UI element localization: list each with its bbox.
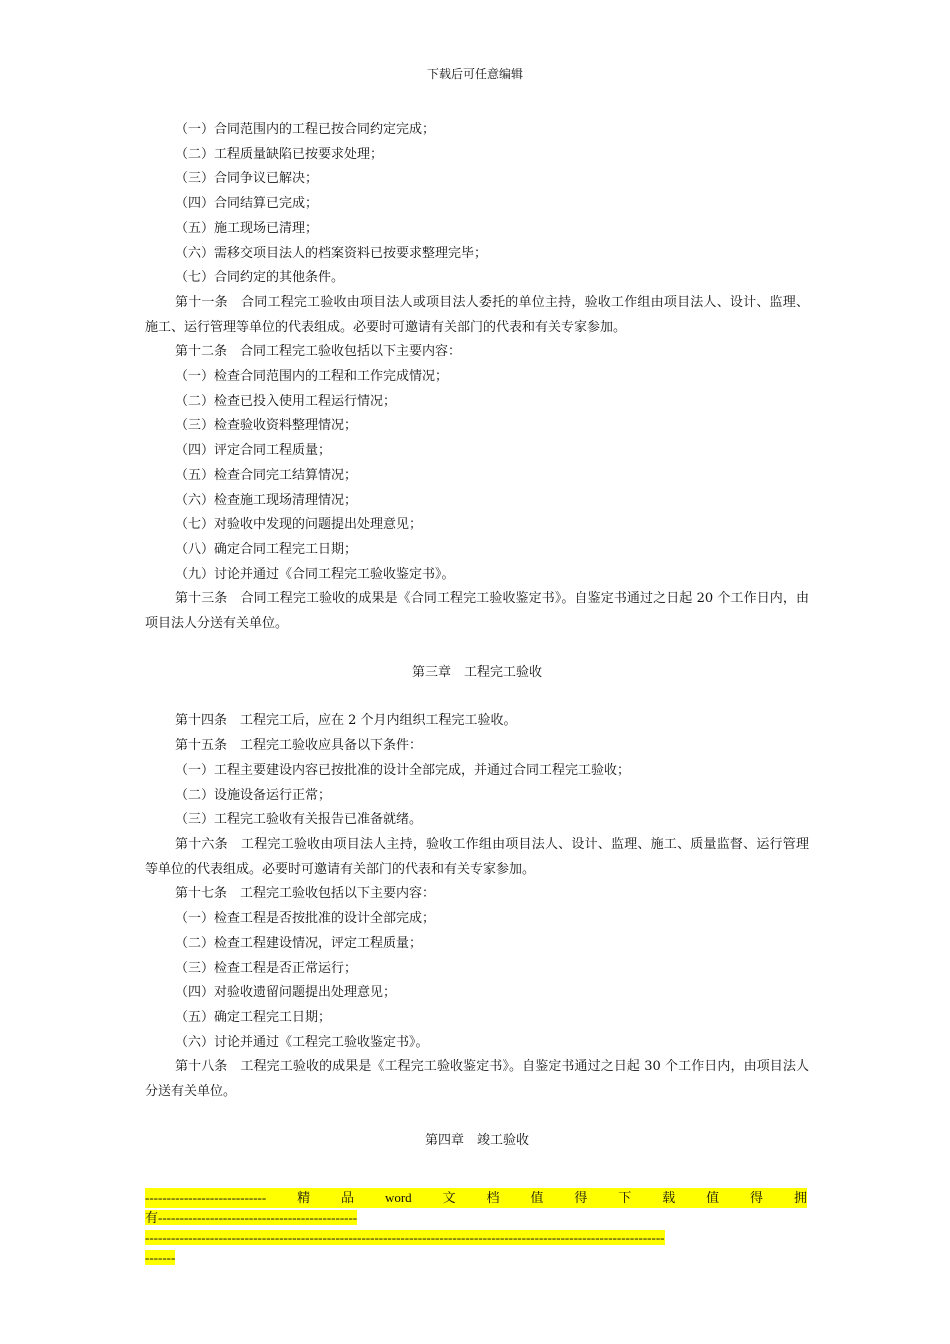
- footer-text: -------: [145, 1250, 176, 1265]
- article-17: 第十七条 工程完工验收包括以下主要内容：: [175, 886, 436, 902]
- footer-word: 得: [574, 1190, 588, 1205]
- document-body: [145, 118, 809, 1177]
- footer-word: word: [384, 1190, 412, 1205]
- footer-word: 下: [618, 1190, 632, 1205]
- list-item: （四）评定合同工程质量；: [175, 443, 332, 459]
- list-item: （六）检查施工现场清理情况；: [175, 492, 358, 508]
- list-item: （三）工程完工验收有关报告已准备就绪。: [175, 812, 423, 828]
- list-item: （一）工程主要建设内容已按批准的设计全部完成，并通过合同工程完工验收；: [175, 762, 631, 778]
- article-13: 第十三条 合同工程完工验收的成果是《合同工程完工验收鉴定书》。自鉴定书通过之日起 20 个工作日内，由项目法人分送有关单位。: [145, 591, 809, 632]
- list-item: （七）合同约定的其他条件。: [175, 270, 345, 286]
- list-item: （二）工程质量缺陷已按要求处理；: [175, 146, 384, 162]
- footer-text: ------------------------------------------------------------------------------------------------------------------------: [145, 1230, 665, 1245]
- footer-word: 载: [662, 1190, 676, 1205]
- footer-word: 品: [341, 1190, 355, 1205]
- article-11: 第十一条 合同工程完工验收由项目法人或项目法人委托的单位主持，验收工作组由项目法人、设计、监理、施工、运行管理等单位的代表组成。必要时可邀请有关部门的代表和有关专家参加。: [145, 294, 809, 335]
- list-item: （五）确定工程完工日期；: [175, 1009, 332, 1025]
- footer-line-3: [145, 1228, 807, 1248]
- list-item: （一）合同范围内的工程已按合同约定完成；: [175, 122, 436, 137]
- list-item: （四）对验收遗留问题提出处理意见；: [175, 985, 397, 1001]
- article-12: 第十二条 合同工程完工验收包括以下主要内容：: [175, 344, 462, 360]
- list-item: （七）对验收中发现的问题提出处理意见；: [175, 517, 423, 533]
- footer-line-1: [145, 1188, 807, 1208]
- footer-text: 有----------------------------------------------: [145, 1210, 358, 1225]
- footer-word: 值: [530, 1190, 544, 1205]
- page-header: 下载后可任意编辑: [426, 67, 523, 81]
- footer-word: 值: [706, 1190, 720, 1205]
- list-item: （二）检查已投入使用工程运行情况；: [175, 393, 397, 409]
- article-14: 第十四条 工程完工后，应在 2 个月内组织工程完工验收。: [175, 713, 517, 729]
- list-item: （六）需移交项目法人的档案资料已按要求整理完毕；: [175, 245, 488, 261]
- list-item: （三）检查工程是否正常运行；: [175, 960, 358, 976]
- article-15: 第十五条 工程完工验收应具备以下条件：: [175, 738, 423, 754]
- article-18: 第十八条 工程完工验收的成果是《工程完工验收鉴定书》。自鉴定书通过之日起 30 个工作日内，由项目法人分送有关单位。: [145, 1059, 809, 1100]
- footer-line-2: [145, 1208, 807, 1228]
- list-item: （九）讨论并通过《合同工程完工验收鉴定书》。: [175, 566, 455, 582]
- list-item: （六）讨论并通过《工程完工验收鉴定书》。: [175, 1034, 429, 1050]
- article-16: 第十六条 工程完工验收由项目法人主持，验收工作组由项目法人、设计、监理、施工、质量监督、运行管理等单位的代表组成。必要时可邀请有关部门的代表和有关专家参加。: [145, 836, 809, 877]
- watermark-footer: [145, 1188, 807, 1268]
- footer-word: 文: [442, 1190, 456, 1205]
- list-item: （二）设施设备运行正常；: [175, 787, 332, 803]
- list-item: （三）检查验收资料整理情况；: [175, 418, 358, 434]
- list-item: （三）合同争议已解决；: [175, 171, 319, 187]
- chapter-3-heading: 第三章 工程完工验收: [411, 664, 542, 680]
- list-item: （八）确定合同工程完工日期；: [175, 541, 358, 557]
- footer-word: 拥: [793, 1190, 807, 1205]
- list-item: （一）检查工程是否按批准的设计全部完成；: [175, 911, 436, 927]
- footer-line-4: [145, 1248, 807, 1268]
- list-item: （二）检查工程建设情况，评定工程质量；: [175, 935, 423, 951]
- list-item: （五）施工现场已清理；: [175, 220, 319, 236]
- list-item: （四）合同结算已完成；: [175, 196, 319, 212]
- list-item: （五）检查合同完工结算情况；: [175, 467, 358, 483]
- footer-word: 得: [750, 1190, 764, 1205]
- chapter-4-heading: 第四章 竣工验收: [424, 1132, 529, 1148]
- footer-word: 精: [297, 1190, 311, 1205]
- footer-word: 档: [486, 1190, 500, 1205]
- list-item: （一）检查合同范围内的工程和工作完成情况；: [175, 369, 449, 385]
- footer-dashes: ----------------------------: [145, 1190, 267, 1205]
